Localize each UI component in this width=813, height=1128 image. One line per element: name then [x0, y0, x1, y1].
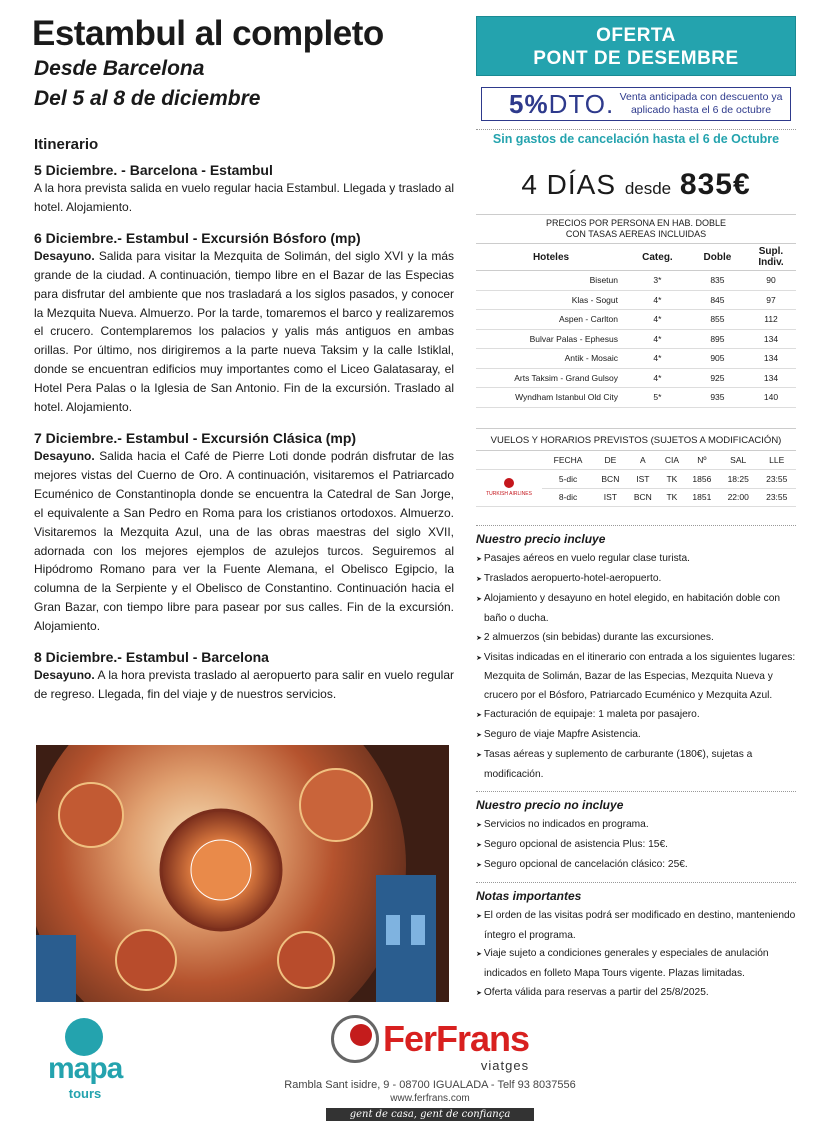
price-cell: 4* [626, 310, 689, 330]
itinerary-column [34, 14, 454, 704]
col-double: Doble [689, 244, 746, 271]
price-row [476, 349, 796, 369]
col-date: FECHA [542, 451, 594, 470]
mosque-dome-photo [36, 745, 449, 1002]
dome-illustration [36, 745, 449, 1002]
includes-list [476, 550, 796, 785]
list-item: ➤ Alojamiento y desayuno en hotel elegido, en habitación doble con baño o ducha. [476, 590, 796, 629]
includes-heading: Nuestro precio incluye [476, 532, 606, 546]
price-row [476, 271, 796, 291]
turkish-airlines-logo [476, 478, 542, 498]
price-cell: 835 [689, 271, 746, 291]
airline-bird-icon [504, 478, 514, 488]
agency-website[interactable]: www.ferfrans.com [390, 1093, 470, 1104]
day-4 [34, 648, 454, 704]
cancellation-note: Sin gastos de cancelación hasta el 6 de Octubre [492, 132, 780, 146]
list-item: ➤ Pasajes aéreos en vuelo regular clase turista. [476, 550, 796, 570]
price-cell: 855 [689, 310, 746, 330]
price-cell: Klas - Sogut [476, 290, 626, 310]
price-cell: 134 [746, 349, 796, 369]
price-row [476, 388, 796, 408]
mapa-logo-mark [48, 1018, 122, 1108]
day-lead: Desayuno. [34, 248, 95, 263]
includes-section [476, 525, 796, 785]
agency-subtitle: viatges [480, 1058, 530, 1073]
flight-cell: TK [659, 488, 685, 507]
flights-block [476, 428, 796, 508]
tours-wordmark: tours [68, 1086, 102, 1101]
flight-cell: 18:25 [719, 470, 758, 489]
price-row [476, 310, 796, 330]
price-cell: 4* [626, 368, 689, 388]
price-caption-line2: CON TASAS AEREAS INCLUIDAS [565, 229, 707, 239]
price-cell: Wyndham Istanbul Old City [476, 388, 626, 408]
flight-cell: BCN [594, 470, 626, 489]
list-item: ➤ Viaje sujeto a condiciones generales y especiales de anulación indicados en folleto Mapa Tours vigente. Plazas limitadas. [476, 945, 796, 984]
price-row [476, 368, 796, 388]
airline-logo [476, 470, 542, 507]
flight-cell: 22:00 [719, 488, 758, 507]
price-cell: 134 [746, 329, 796, 349]
list-item: ➤ Seguro opcional de cancelación clásico: 25€. [476, 856, 796, 876]
flight-cell: BCN [627, 488, 659, 507]
col-arrival: LLE [757, 451, 796, 470]
page-title: Estambul al completo [32, 14, 384, 53]
day-text [34, 666, 454, 704]
day-title: 6 Diciembre.- Estambul - Excursión Bósforo (mp) [34, 229, 361, 246]
price-caption [476, 215, 796, 240]
divider [476, 129, 796, 130]
list-item: ➤ Seguro de viaje Mapfre Asistencia. [476, 726, 796, 746]
discount-word: DTO. [548, 88, 615, 119]
day-3 [34, 429, 454, 636]
flight-cell: 1856 [685, 470, 719, 489]
price-header-row [476, 244, 796, 271]
flight-row [476, 470, 796, 489]
flights-caption: VUELOS Y HORARIOS PREVISTOS (SUJETOS A MODIFICACIÓN) [476, 429, 796, 451]
list-item: ➤ Visitas indicadas en el itinerario con entrada a los siguientes lugares: Mezquita de Solimán, Bazar de las Especias, Mezquita Nueva y crucero por el Bósforo, Patriarcado Ecuménico y Mezquita Azul. [476, 649, 796, 707]
excludes-section [476, 791, 796, 876]
day-title: 5 Diciembre. - Barcelona - Estambul [34, 162, 273, 178]
day-1 [34, 161, 454, 217]
price-cell: 4* [626, 349, 689, 369]
mapa-wordmark: mapa [48, 1052, 123, 1085]
flight-cell: TK [659, 470, 685, 489]
col-to: A [627, 451, 659, 470]
agency-slogan: gent de casa, gent de confiança [326, 1108, 534, 1121]
day-text [34, 179, 454, 217]
list-item: ➤ Servicios no indicados en programa. [476, 816, 796, 836]
price-cell: 905 [689, 349, 746, 369]
col-from: DE [594, 451, 626, 470]
price-cell: 140 [746, 388, 796, 408]
notes-section [476, 882, 796, 1005]
day-body: A la hora prevista traslado al aeropuerto para salir en vuelo regular de regreso. Llegada, fin del viaje y de nuestros servicios. [34, 668, 454, 701]
day-text [34, 447, 454, 636]
price-cell: Bisetun [476, 271, 626, 291]
airline-col [476, 451, 542, 470]
day-title: 7 Diciembre.- Estambul - Excursión Clásica (mp) [34, 429, 357, 446]
col-carrier: CIA [659, 451, 685, 470]
list-item: ➤ El orden de las visitas podrá ser modificado en destino, manteniendo íntegro el programa. [476, 907, 796, 946]
day-title: 8 Diciembre.- Estambul - Barcelona [34, 649, 269, 666]
flight-cell: 23:55 [757, 488, 796, 507]
excludes-list [476, 816, 796, 876]
day-lead: Desayuno. [34, 448, 95, 463]
price-cell: Antik - Mosaic [476, 349, 626, 369]
discount-note: Venta anticipada con descuento ya aplicado hasta el 6 de octubre [619, 91, 783, 116]
offer-column [476, 16, 796, 1004]
col-category: Categ. [626, 244, 689, 271]
list-item: ➤ Seguro opcional de asistencia Plus: 15€. [476, 836, 796, 856]
price-cell: 845 [689, 290, 746, 310]
days-count: 4 DÍAS [521, 169, 617, 200]
col-single-supplement: Supl. Indiv. [746, 244, 796, 271]
price-cell: 90 [746, 271, 796, 291]
price-row [476, 290, 796, 310]
col-departure: SAL [719, 451, 758, 470]
flight-cell: 8-dic [542, 488, 594, 507]
price-cell: 895 [689, 329, 746, 349]
offer-banner [476, 16, 796, 76]
excludes-heading: Nuestro precio no incluye [476, 797, 624, 812]
offer-line2: PONT DE DESEMBRE [533, 48, 739, 69]
day-lead: Desayuno. [34, 668, 95, 683]
price-table-block [476, 214, 796, 408]
agency-name: FerFrans [382, 1018, 530, 1059]
from-label: desde [624, 179, 672, 198]
flight-cell: 23:55 [757, 470, 796, 489]
price-cell: 134 [746, 368, 796, 388]
offer-line1: OFERTA [596, 25, 676, 46]
day-2 [34, 229, 454, 417]
from-price: 835€ [679, 168, 751, 201]
discount-box [481, 87, 791, 121]
price-table [476, 243, 796, 408]
list-item: ➤ Oferta válida para reservas a partir del 25/8/2025. [476, 984, 796, 1004]
list-item: ➤ Facturación de equipaje: 1 maleta por pasajero. [476, 706, 796, 726]
flight-cell: 1851 [685, 488, 719, 507]
price-cell: 97 [746, 290, 796, 310]
mapa-dot-icon [65, 1018, 103, 1056]
notes-list [476, 907, 796, 1005]
price-cell: Arts Taksim - Grand Gulsoy [476, 368, 626, 388]
notes-heading: Notas importantes [476, 888, 582, 903]
agency-block [270, 1010, 590, 1120]
flights-header-row [476, 451, 796, 470]
day-body: Salida hacia el Café de Pierre Loti donde podrán disfrutar de las mejores vistas del Cuerno de Oro. A continuación, visitaremos el Patriarcado Ecuménico de Constantinopla donde se encuentra la Catedral de San Jorge, el equivalente a San Pedro en Roma para los cristianos ortodoxos. Almuerzo. Visitaremos la Mezquita Azul, una de las obras maestras del siglo XVII, adornada con los mejores ejemplos de azulejos turcos. Seguiremos al Hipódromo Romano para ver la Fuente Alemana, el Obelisco Egipcio, la columna de la Serpiente y el Obelisco de Constantino. Continuación hacia el Gran Bazar, con tiempo libre para pasear por sus calles. Fin de la excursión. Alojamiento. [34, 448, 454, 634]
flight-cell: IST [594, 488, 626, 507]
discount-amount [482, 88, 615, 120]
day-body: Salida para visitar la Mezquita de Solimán, del siglo XVI y la más grande de la ciudad. A continuación, tiempo libre en el Bazar de las Especias para disfrutar del ambiente que nos trasladará a los siglos pasados, y conocer la Mezquita Nueva. Almuerzo. Por la tarde, tomaremos el barco y realizaremos el crucero. Contemplaremos los palacios y yalis más antiguos en ambas orillas. Por último, nos dirigiremos a la parte nueva Taksim y la calle Istiklal, donde se encuentran edificios muy importantes como el Liceo Galatasaray, el Hotel Pera Palas o la Iglesia de San Antonio. Fin de la excursión. Traslado al hotel. Alojamiento. [34, 248, 454, 415]
price-cell: 3* [626, 271, 689, 291]
agency-address: Rambla Sant isidre, 9 - 08700 IGUALADA - Telf 93 8037556 [284, 1079, 576, 1091]
flights-table [476, 451, 796, 508]
price-cell: 5* [626, 388, 689, 408]
airline-logo-text: TURKISH AIRLINES [486, 491, 532, 497]
price-row [476, 329, 796, 349]
origin-subtitle: Desde Barcelona [34, 57, 205, 80]
price-cell: 4* [626, 329, 689, 349]
price-cell: 935 [689, 388, 746, 408]
price-cell: Aspen - Carlton [476, 310, 626, 330]
flight-cell: IST [627, 470, 659, 489]
price-headline [476, 168, 796, 202]
itinerary-heading: Itinerario [34, 136, 99, 153]
flight-cell: 5-dic [542, 470, 594, 489]
col-hotels: Hoteles [476, 244, 626, 271]
price-cell: 4* [626, 290, 689, 310]
price-caption-line1: PRECIOS POR PERSONA EN HAB. DOBLE [545, 218, 727, 228]
price-cell: 925 [689, 368, 746, 388]
col-flight-no: Nº [685, 451, 719, 470]
list-item: ➤ Traslados aeropuerto-hotel-aeropuerto. [476, 570, 796, 590]
price-cell: 112 [746, 310, 796, 330]
mapa-tours-logo [48, 1018, 122, 1108]
globe-icon [331, 1015, 379, 1063]
list-item: ➤ Tasas aéreas y suplemento de carburante (180€), sujetas a modificación. [476, 746, 796, 785]
list-item: ➤ 2 almuerzos (sin bebidas) durante las excursiones. [476, 629, 796, 649]
dates-subtitle: Del 5 al 8 de diciembre [34, 87, 261, 110]
day-text [34, 247, 454, 417]
day-body: A la hora prevista salida en vuelo regular hacia Estambul. Llegada y traslado al hotel. Alojamiento. [34, 181, 454, 214]
discount-percent: 5% [509, 88, 549, 119]
price-cell: Bulvar Palas - Ephesus [476, 329, 626, 349]
